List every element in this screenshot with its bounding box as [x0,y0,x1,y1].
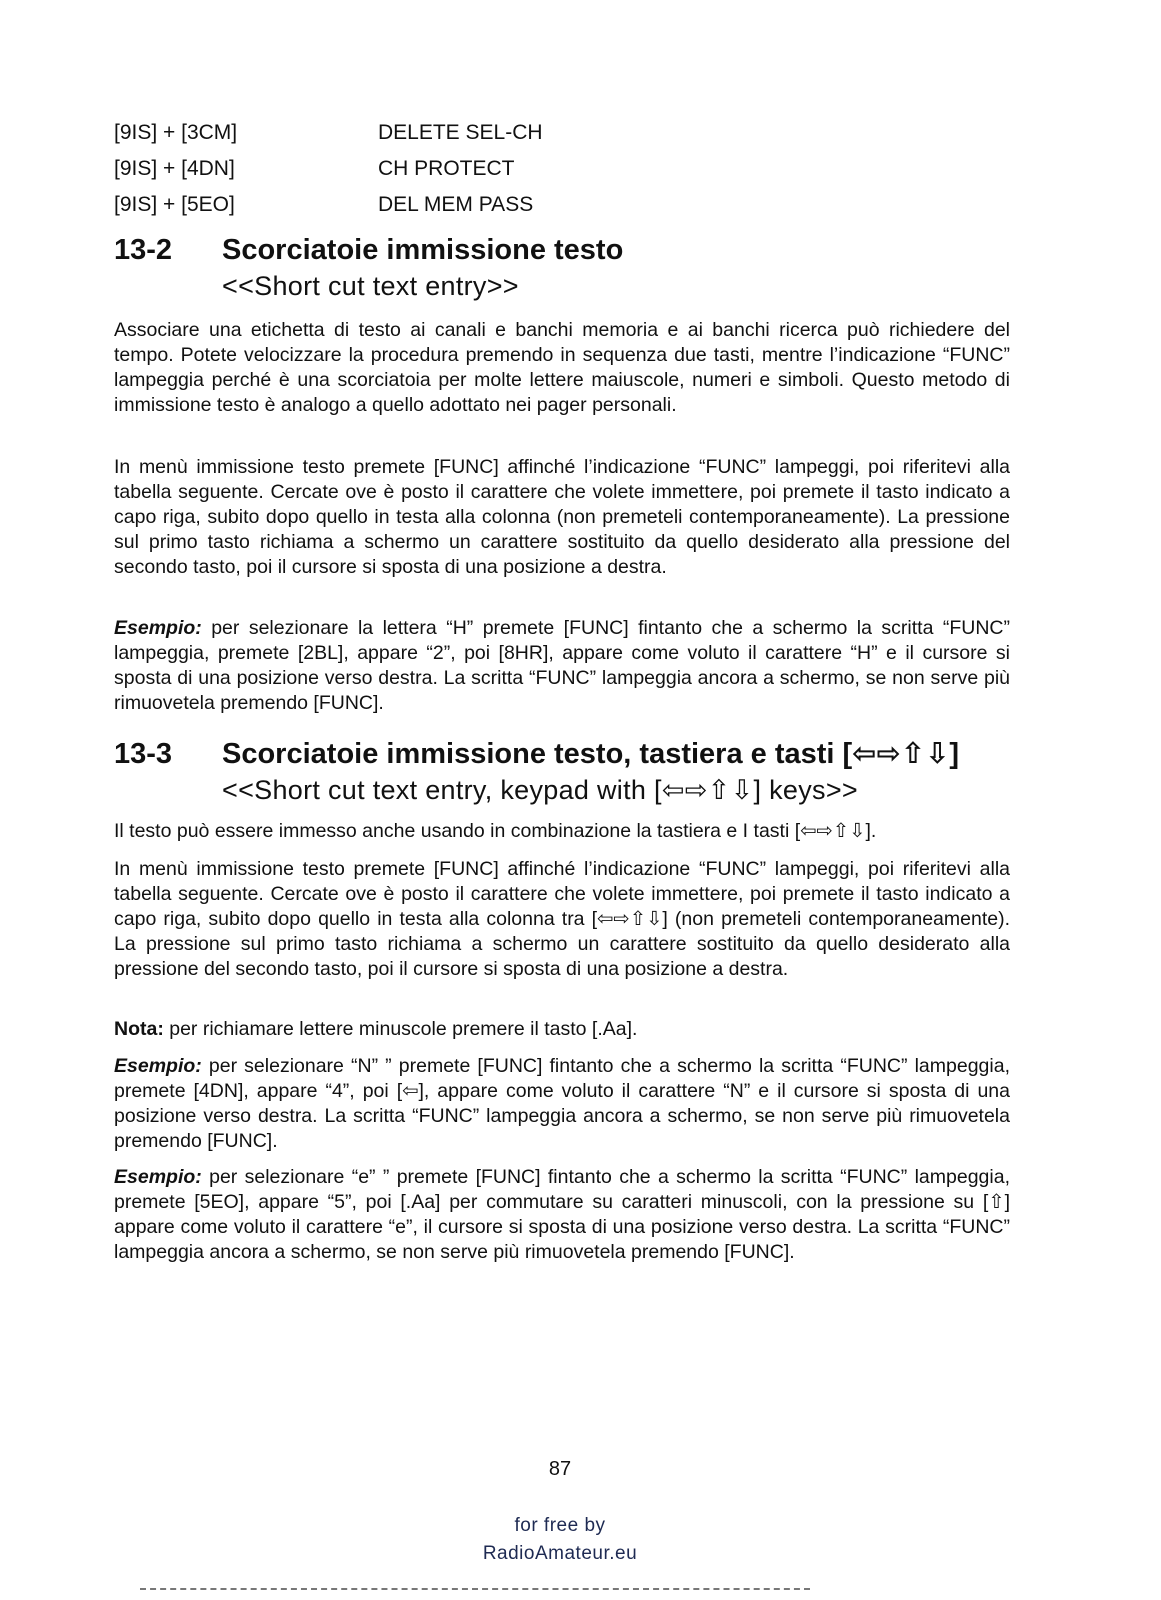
scan-artifact-line [140,1588,810,1590]
key-function: DELETE SEL-CH [378,121,543,144]
section-13-3-heading [114,736,1014,806]
section-number: 13-2 [114,234,173,266]
note-label: Nota: [114,1018,164,1040]
example-text: per selezionare “e” ” premete [FUNC] fintanto che a schermo la scritta “FUNC” lampeggia, premete [5EO], appare “5”, poi [.Aa] per commutare su caratteri minuscoli, con la pressione su [⇧] appare come voluto il carattere “e”, il cursore si sposta di una posizione verso destra. La scritta “FUNC” lampeggia ancora a schermo, se non serve più rimuovetela premendo [FUNC]. [114,1166,1010,1263]
key-function: CH PROTECT [378,157,515,180]
keypad-intro-paragraph: Il testo può essere immesso anche usando in combinazione la tastiera e I tasti [⇦⇨⇧⇩]. [114,820,877,842]
section-title: Scorciatoie immissione testo, tastiera e tasti [⇦⇨⇧⇩] [222,738,960,770]
example-label: Esempio: [114,1055,202,1077]
note-text: per richiamare lettere minuscole premere il tasto [.Aa]. [163,1018,638,1040]
example-text: per selezionare “N” ” premete [FUNC] fintanto che a schermo la scritta “FUNC” lampeggia, premete [4DN], appare “4”, poi [⇦], appare come voluto il carattere “N” e il cursore si sposta di una posizione verso destra. La scritta “FUNC” lampeggia ancora a schermo, se non serve più rimuovetela premendo [FUNC]. [114,1055,1010,1152]
section-13-2-heading [114,234,1014,302]
table-row [114,151,674,187]
example-label: Esempio: [114,617,202,639]
table-row [114,187,674,223]
intro-paragraph: Associare una etichetta di testo ai canali e banchi memoria e ai banchi ricerca può richiedere del tempo. Potete velocizzare la procedura premendo in sequenza due tasti, mentre l’indicazione “FUNC” lampeggia perché è una scorciatoia per molte lettere maiuscole, numeri e simboli. Questo metodo di immissione testo è analogo a quello adottato nei pager personali. [114,319,1010,416]
footer-site: RadioAmateur.eu [482,1543,638,1564]
section-subtitle: <<Short cut text entry>> [222,271,519,301]
instructions-paragraph: In menù immissione testo premete [FUNC] affinché l’indicazione “FUNC” lampeggi, poi riferitevi alla tabella seguente. Cercate ove è posto il carattere che volete immettere, poi premete il tasto indicato a capo riga, subito dopo quello in testa alla colonna (non premeteli contemporaneamente). La pressione sul primo tasto richiama a schermo un carattere sostituito da quello desiderato alla pressione del secondo tasto, poi il cursore si sposta di una posizione a destra. [114,456,1010,578]
section-subtitle: <<Short cut text entry, keypad with [⇦⇨⇧⇩] keys>> [222,775,858,805]
section-number: 13-3 [114,738,173,770]
section-title: Scorciatoie immissione testo [222,234,624,266]
key-function: DEL MEM PASS [378,193,534,216]
example-paragraph [114,1054,1010,1154]
keypad-instructions-paragraph: In menù immissione testo premete [FUNC] affinché l’indicazione “FUNC” lampeggi, poi riferitevi alla tabella seguente. Cercate ove è posto il carattere che volete immettere, poi premete il tasto indicato a capo riga, subito dopo quello in testa alla colonna tra [⇦⇨⇧⇩] (non premeteli contemporaneamente). La pressione sul primo tasto richiama a schermo un carattere sostituito da quello desiderato alla pressione del secondo tasto, poi il cursore si sposta di una posizione a destra. [114,858,1010,980]
key-combo: [9IS] + [3CM] [114,121,238,144]
example-label: Esempio: [114,1166,202,1188]
page-number: 87 [548,1458,572,1480]
note-paragraph [114,1017,1010,1042]
footer-credit: for free by [514,1515,606,1536]
key-combo: [9IS] + [5EO] [114,193,235,216]
example-paragraph [114,616,1010,716]
table-row [114,115,674,151]
example-paragraph [114,1165,1010,1265]
key-shortcut-table [114,115,674,223]
key-combo: [9IS] + [4DN] [114,157,235,180]
example-text: per selezionare la lettera “H” premete [FUNC] fintanto che a schermo la scritta “FUNC” lampeggia, premete [2BL], appare “2”, poi [8HR], appare come voluto il carattere “H” e il cursore si sposta di una posizione verso destra. La scritta “FUNC” lampeggia ancora a schermo, se non serve più rimuovetela premendo [FUNC]. [114,617,1010,714]
